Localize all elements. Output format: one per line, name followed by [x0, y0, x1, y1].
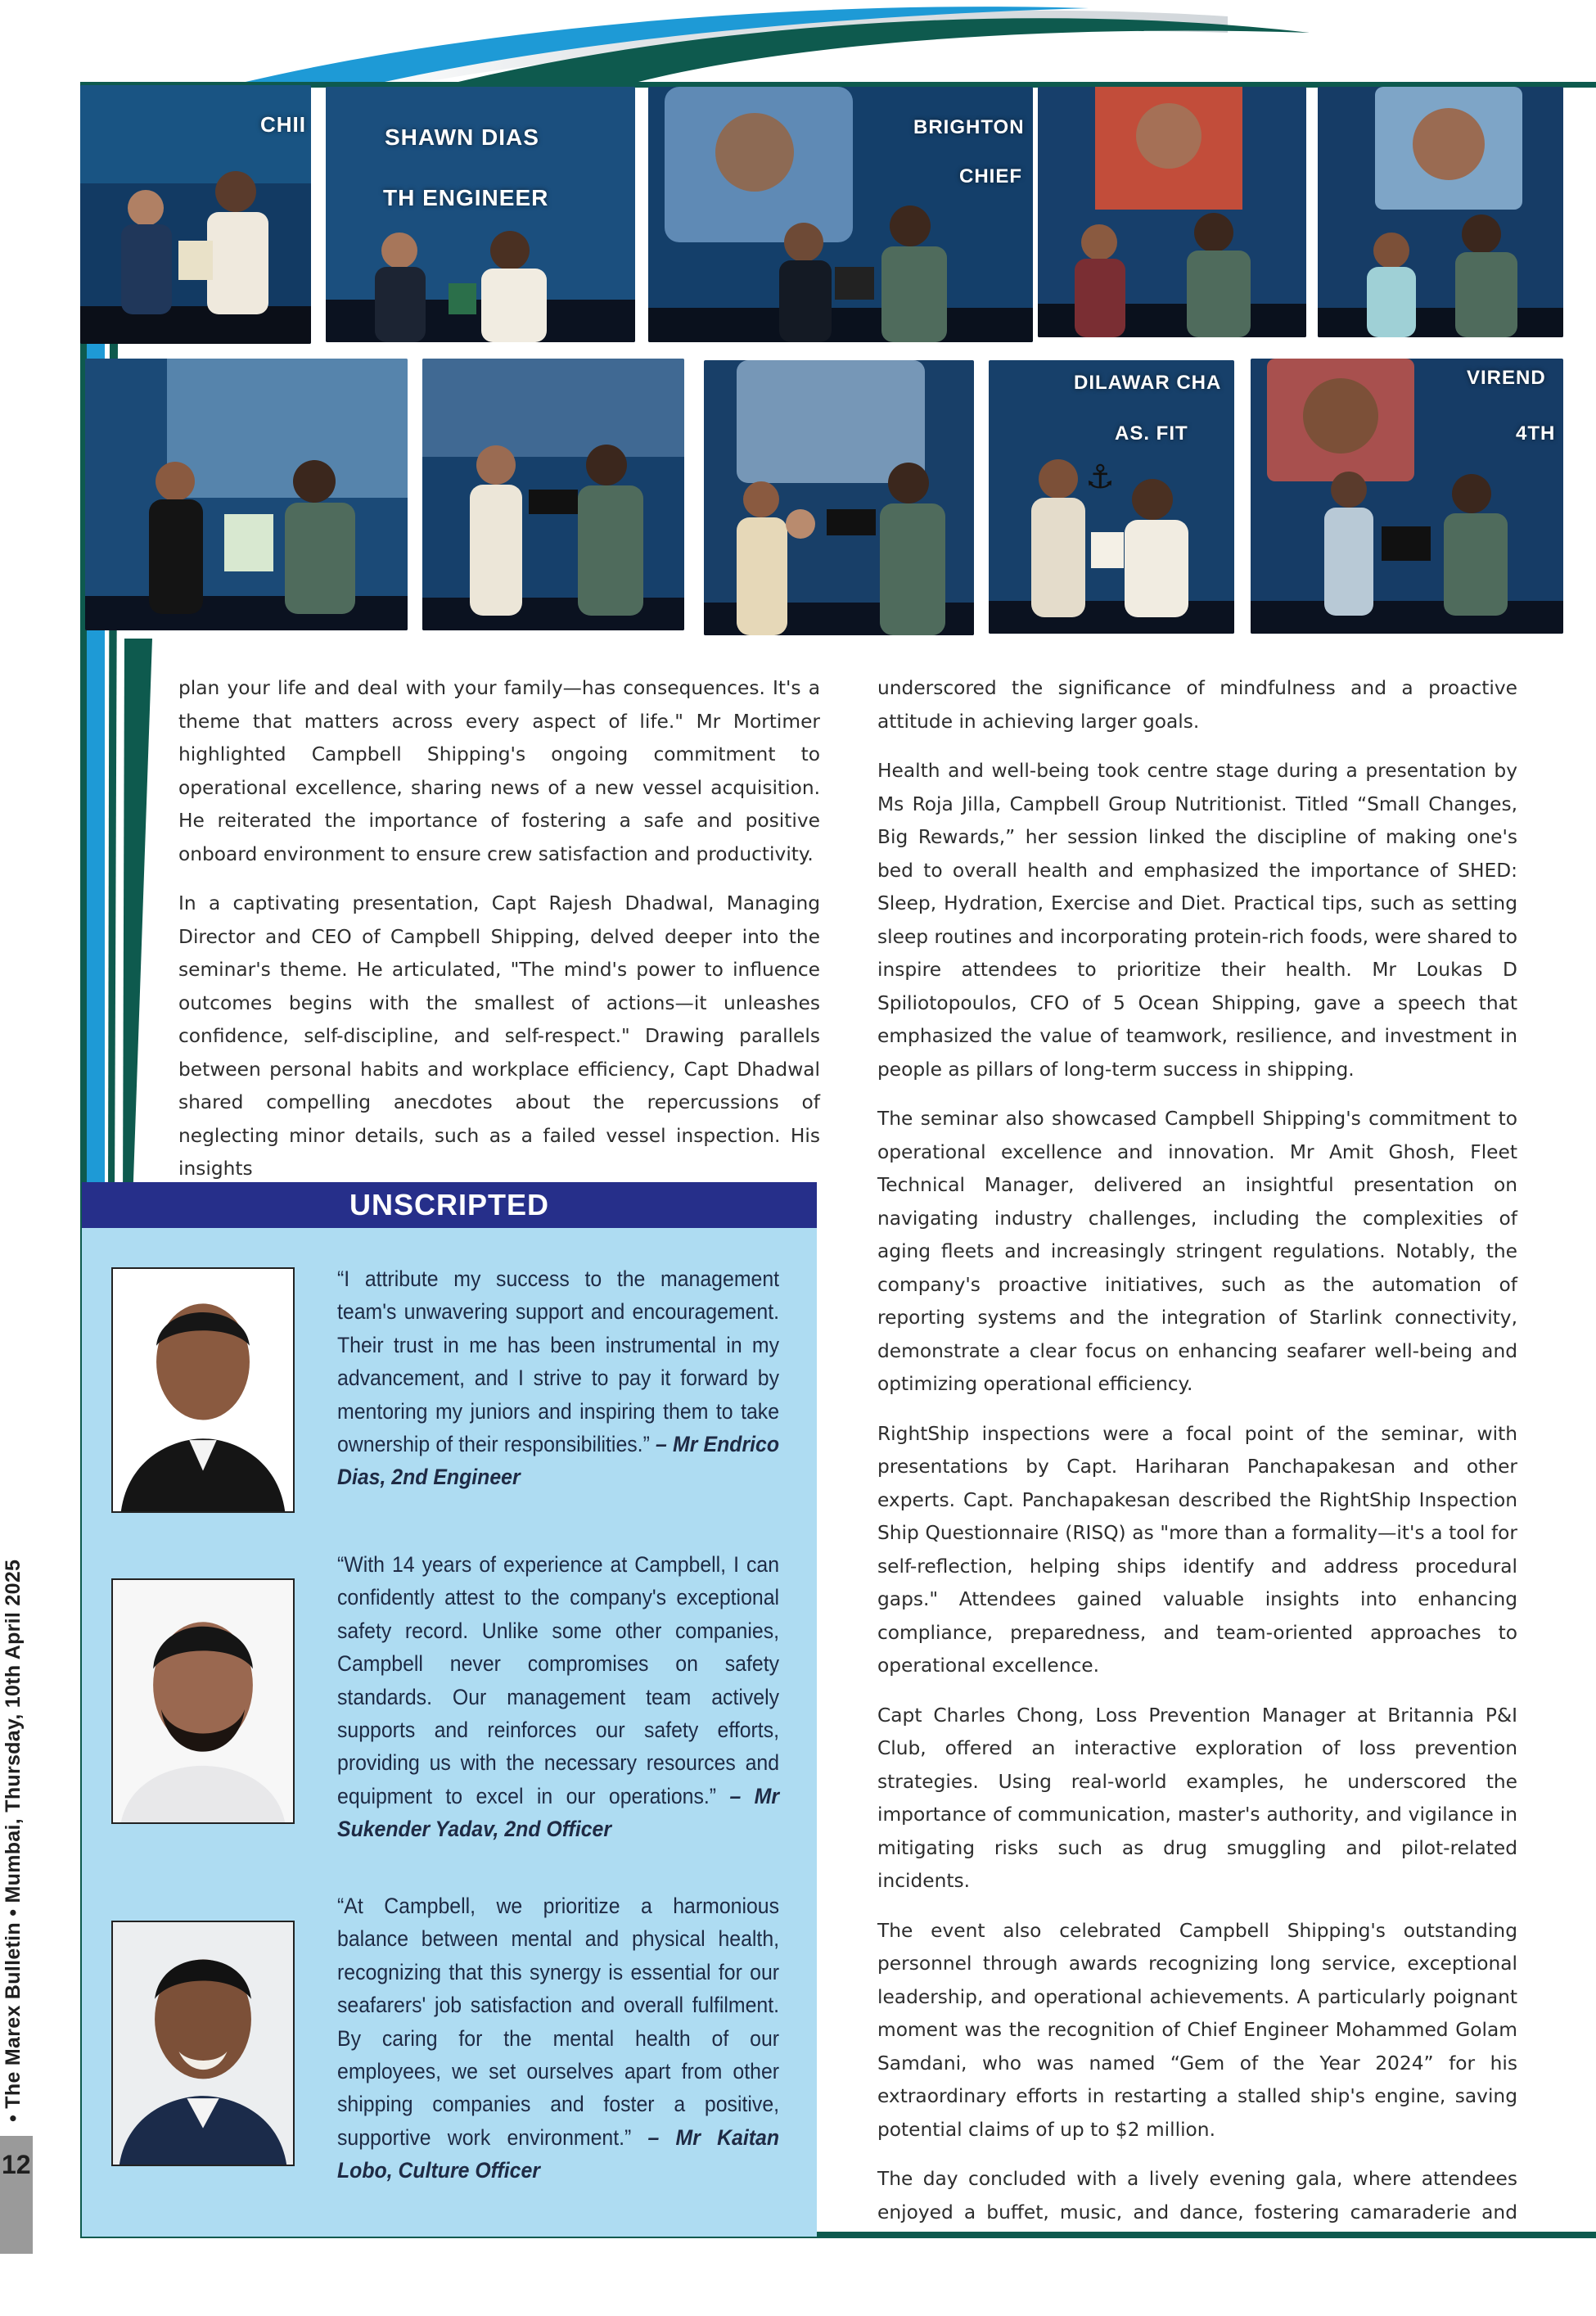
award-photo-9 [989, 360, 1234, 634]
quote-text: “At Campbell, we prioritize a harmonious balance between mental and physical health, recognizing that this synergy is essential for our seafarers' job satisfaction and overall fulfilment. By caring for the mental health of our employees, we set ourselves apart from other shipping companies and foster a positive, supportive work environment.” [337, 1894, 780, 2150]
header-swoosh [0, 0, 1596, 90]
award-photo-10 [1251, 359, 1563, 634]
article-column-2 [877, 672, 1517, 2246]
page-number: 12 [2, 2150, 31, 2179]
article-paragraph: Health and well-being took centre stage during a presentation by Ms Roja Jilla, Campbell Group Nutritionist. Titled “Small Changes, Big Rewards,” her session linked the discipline of making one's bed to overall health and emphasized the importance of SHED: Sleep, Hydration, Exercise and Diet. Practical tips, such as setting sleep routines and incorporating protein-rich foods, were shared to inspire attendees to prioritize their health. Mr Loukas D Spiliotopoulos, CFO of 5 Ocean Shipping, gave a speech that emphasized the value of teamwork, resilience, and investment in people as pillars of long-term success in shipping. [877, 760, 1517, 1081]
award-photo-8 [704, 360, 974, 635]
quote-attribution: – Mr Endrico Dias, 2nd Engineer [337, 1432, 780, 1490]
photo-caption-6: DILAWAR CHA [1074, 372, 1222, 394]
portrait-endrico-dias [111, 1267, 295, 1513]
article-column-1 [178, 672, 820, 1203]
photo-caption-9: 4TH [1516, 422, 1556, 445]
unscripted-header [82, 1182, 817, 1228]
quote-2 [337, 1548, 779, 1846]
article-paragraph: In a captivating presentation, Capt Rajesh Dhadwal, Managing Director and CEO of Campbell Shipping, delved deeper into the seminar's theme. He articulated, "The mind's power to influence outcomes begins with the smallest of actions—it unleashes confidence, self-discipline, and self-respect." Drawing parallels between personal habits and workplace efficiency, Capt Dhadwal shared compelling anecdotes about the repercussions of neglecting minor details, such as a failed vessel inspection. His insights [178, 892, 820, 1180]
unscripted-title: UNSCRIPTED [349, 1188, 550, 1221]
article-paragraph: The seminar also showcased Campbell Shipping's commitment to operational excellence and innovation. Mr Amit Ghosh, Fleet Technical Manager, delivered an insightful presentation on navigating industry challenges, including the complexities of aging fleets and increasingly stringent regulations. Notably, the company's proactive initiatives, such as the automation of reporting systems and the integration of Starlink connectivity, demonstrate a clear focus on enhancing seafarer well-being and optimizing operational efficiency. [877, 1108, 1517, 1395]
photo-caption-1: CHII [260, 112, 306, 137]
quote-attribution: – Mr Kaitan Lobo, Culture Officer [337, 2124, 780, 2183]
award-photo-4 [1038, 87, 1306, 337]
portrait-sukender-yadav [111, 1578, 295, 1824]
quote-3 [337, 1889, 779, 2187]
quote-text: “With 14 years of experience at Campbell, I can confidently attest to the company's exceptional safety record. Unlike some other companies, Campbell never compromises on safety standards. Our management team actively supports and reinforces our safety efforts, providing us with the necessary resources and equipment to excel in our operations.” [337, 1552, 780, 1808]
quote-attribution: – Mr Sukender Yadav, 2nd Officer [337, 1783, 780, 1842]
quote-1 [337, 1262, 779, 1494]
running-head: • The Marex Bulletin • Mumbai, Thursday, 10th April 2025 [2, 1559, 25, 2122]
photo-caption-3: TH ENGINEER [383, 185, 549, 210]
photo-caption-2: SHAWN DIAS [385, 124, 539, 150]
photo-caption-7: AS. FIT [1115, 422, 1188, 445]
article-paragraph: The event also celebrated Campbell Shipping's outstanding personnel through awards recognizing long service, exceptional leadership, and operational achievements. A particularly poignant moment was the recognition of Chief Engineer Mohammed Golam Samdani, who was named “Gem of the Year 2024” for his extraordinary efforts in restarting a stalled ship's engine, saving potential claims of up to $2 million. [877, 1919, 1517, 2141]
article-paragraph: plan your life and deal with your family—has consequences. It's a theme that matters across every aspect of life." Mr Mortimer highlighted Campbell Shipping's ongoing commitment to operational excellence, sharing news of a new vessel acquisition. He reiterated the importance of fostering a safe and positive onboard environment to ensure crew satisfaction and productivity. [178, 677, 820, 865]
award-photo-5 [1318, 87, 1563, 337]
article-paragraph: Capt Charles Chong, Loss Prevention Manager at Britannia P&I Club, offered an interactive exploration of loss prevention strategies. Using real-world examples, he underscored the importance of communication, master's authority, and vigilance in mitigating risks such as drug smuggling and pilot-related incidents. [877, 1704, 1517, 1892]
photo-caption-5: CHIEF [959, 165, 1022, 187]
award-photo-7 [422, 359, 684, 630]
portrait-kaitan-lobo [111, 1921, 295, 2166]
article-paragraph: underscored the significance of mindfulness and a proactive attitude in achieving larger goals. [877, 677, 1517, 733]
anchor-icon: ⚓ [1085, 458, 1115, 496]
photo-caption-4: BRIGHTON [913, 116, 1025, 138]
article-paragraph: RightShip inspections were a focal point of the seminar, with presentations by Capt. Hariharan Panchapakesan and other experts. Capt. Panchapakesan described the RightShip Inspection Ship Questionnaire (RISQ) as "more than a formality—it's a tool for self-reflection, helping ships identify and address procedural gaps." Attendees gained valuable insights into enhancing compliance, preparedness, and team-oriented approaches to operational excellence. [877, 1422, 1517, 1677]
photo-caption-8: VIREND [1467, 367, 1546, 389]
quote-text: “I attribute my success to the management team's unwavering support and encouragement. Their trust in me has been instrumental in my advancement, and I strive to pay it forward by mentoring my juniors and inspiring them to take ownership of their responsibilities.” [337, 1266, 780, 1457]
unscripted-box [82, 1182, 817, 2237]
award-photo-6 [85, 359, 408, 630]
article-paragraph: The day concluded with a lively evening gala, where attendees enjoyed a buffet, music, and dance, fostering camaraderie and [877, 2168, 1517, 2223]
